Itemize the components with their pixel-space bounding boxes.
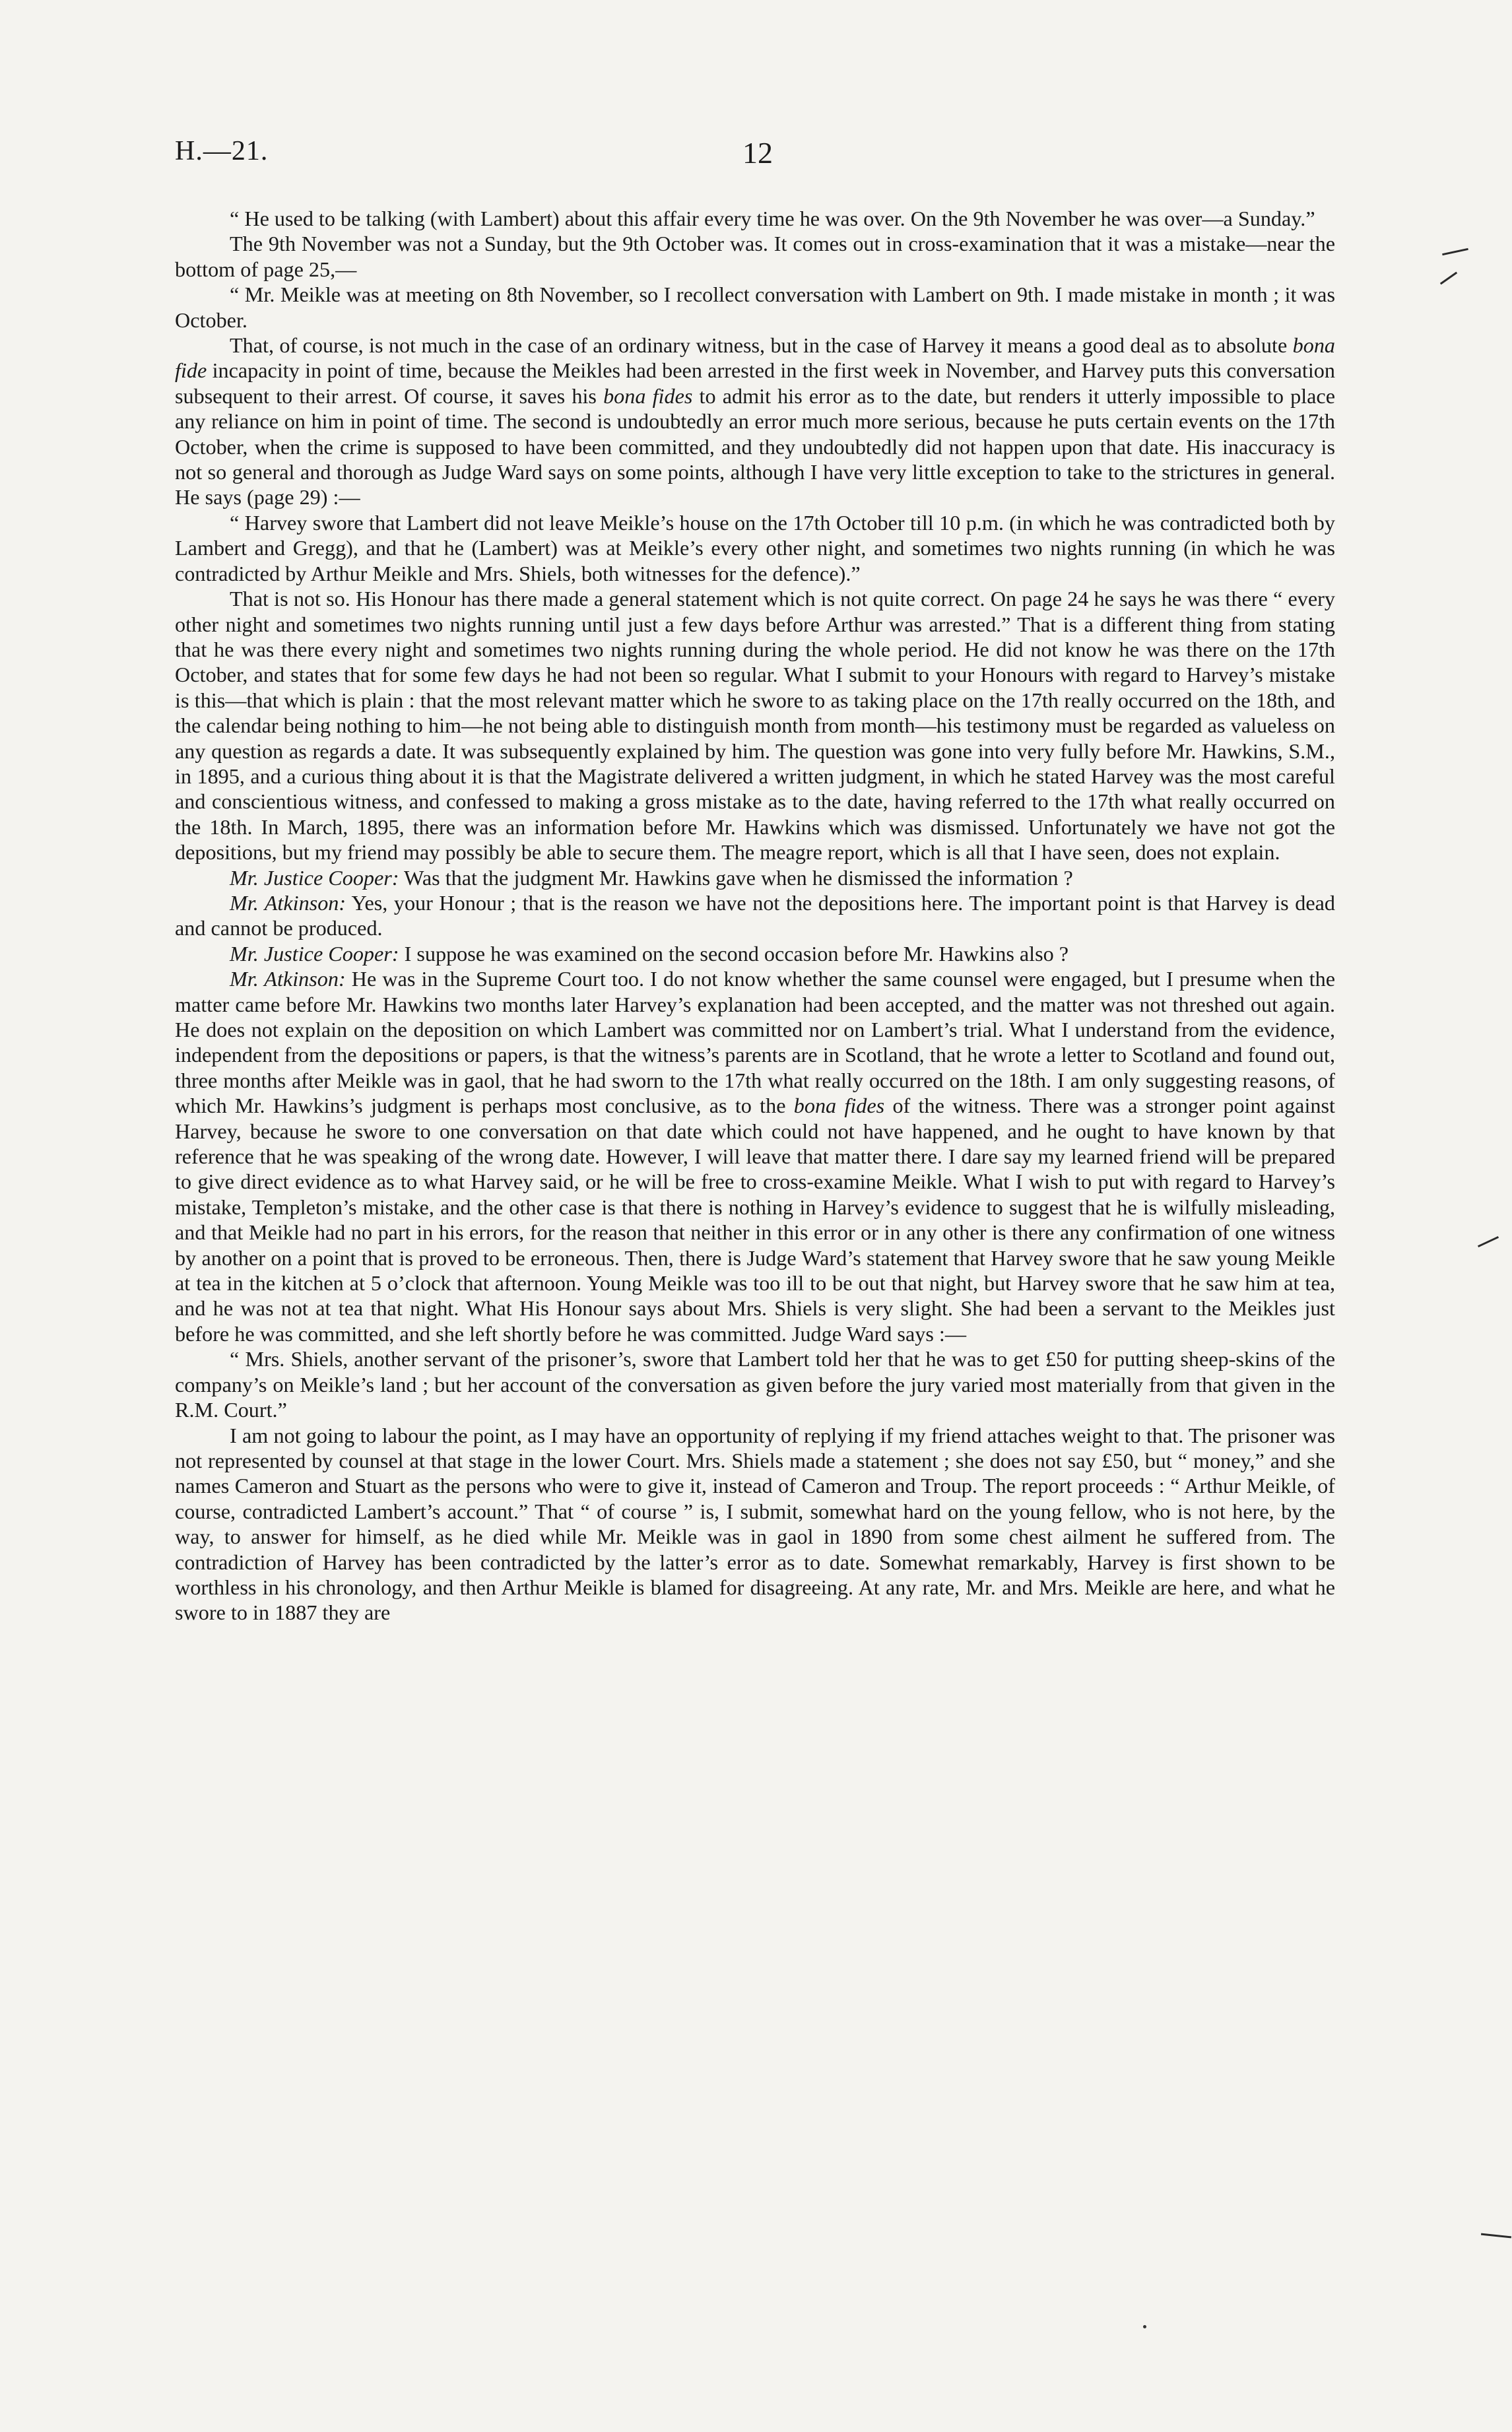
paragraph [175, 282, 1335, 333]
page-number: 12 [742, 136, 773, 170]
text-run: “ He used to be talking (with Lambert) about this affair every time he was over. On the 9th November he was over—a Sunday.” [230, 207, 1315, 230]
text-run: incapacity in point of time, because the Meikles had been arrested in the first week in November, and Harvey puts this conversation subsequent to their arrest. Of course, it saves his [175, 358, 1335, 408]
paragraph [175, 1346, 1335, 1422]
text-run: I suppose he was examined on the second occasion before Mr. Hawkins also ? [399, 941, 1069, 966]
paragraph [175, 206, 1335, 231]
text-run: “ Mrs. Shiels, another servant of the prisoner’s, swore that Lambert told her that he was to get £50 for putting sheep-skins of the company’s on Meikle’s land ; but her account of the conversation as given before the jury varied most materially from that given in the R.M. Court.” [175, 1347, 1335, 1422]
paragraph [175, 941, 1335, 966]
emphasis-text: Mr. Justice Cooper: [230, 941, 399, 966]
margin-mark [1478, 1236, 1499, 1247]
margin-mark [1440, 272, 1457, 285]
margin-mark [1442, 248, 1468, 255]
paragraph [175, 510, 1335, 586]
paragraph [175, 231, 1335, 282]
text-run: The 9th November was not a Sunday, but the 9th October was. It comes out in cross-examination that it was a mistake—near the bottom of page 25,— [175, 232, 1335, 281]
emphasis-text: Mr. Justice Cooper: [230, 865, 399, 890]
emphasis-text: bona fides [603, 383, 693, 408]
text-run: Was that the judgment Mr. Hawkins gave when he dismissed the information ? [399, 865, 1073, 890]
paragraph [175, 890, 1335, 941]
document-reference: H.—21. [175, 136, 269, 166]
emphasis-text: Mr. Atkinson: [230, 890, 346, 915]
text-run: That is not so. His Honour has there made a general statement which is not quite correct. On page 24 he says he was there “ every other night and sometimes two nights running until just a few days before Arthur was arrested.” That is a different thing from stating that he was there every night and sometimes two nights running during the whole period. He did not know he was there on the 17th October, and states that for some few days he had not been so regular. What I submit to your Honours with regard to Harvey’s mistake is this—that which is plain : that the most relevant matter which he swore to as taking place on the 17th really occurred on the 18th, and the calendar being nothing to him—he not being able to distinguish month from month—his testimony must be regarded as valueless on any question as regards a date. It was subsequently explained by him. The question was gone into very fully before Mr. Hawkins, S.M., in 1895, and a curious thing about it is that the Magistrate delivered a written judgment, in which he stated Harvey was the most careful and conscientious witness, and confessed to making a gross mistake as to the date, having referred to the 17th what really occurred on the 18th. In March, 1895, there was an information before Mr. Hawkins which was dismissed. Unfortunately we have not got the depositions, but my friend may possibly be able to secure them. The meagre report, which is all that I have seen, does not explain. [175, 587, 1335, 865]
text-run: That, of course, is not much in the case of an ordinary witness, but in the case of Harvey it means a good deal as to absolute [230, 333, 1293, 358]
text-run: of the witness. There was a stronger point against Harvey, because he swore to one conversation on that date which could not have happened, and he ought to have known by that reference that he was speaking of the wrong date. However, I will leave that matter there. I dare say my learned friend will be prepared to give direct evidence as to what Harvey said, or he will be free to cross-examine Meikle. What I wish to put with regard to Harvey’s mistake, Templeton’s mistake, and the other case is that there is nothing in Harvey’s evidence to suggest that he is wilfully misleading, and that Meikle had no part in his errors, for the reason that neither in this error or in any other is there any confirmation of one witness by another on a point that is proved to be erroneous. Then, there is Judge Ward’s statement that Harvey swore that he saw young Meikle at tea in the kitchen at 5 o’clock that afternoon. Young Meikle was too ill to be out that night, but Harvey swore that he saw him at tea, and he was not at tea that night. What His Honour says about Mrs. Shiels is very slight. She had been a servant to the Meikles just before he was committed, and she left shortly before he was committed. Judge Ward says :— [175, 1094, 1335, 1346]
margin-dot [1143, 2325, 1146, 2328]
paragraph [175, 966, 1335, 1346]
paragraph [175, 333, 1335, 510]
emphasis-text: bona fides [793, 1094, 885, 1118]
body-text [175, 206, 1335, 1626]
paragraph [175, 1423, 1335, 1626]
text-run: “ Mr. Meikle was at meeting on 8th November, so I recollect conversation with Lambert on 9th. I made mistake in month ; it was October. [175, 282, 1335, 332]
paragraph [175, 865, 1335, 890]
margin-mark [1481, 2233, 1511, 2239]
text-run: I am not going to labour the point, as I may have an opportunity of replying if my friend attaches weight to that. The prisoner was not represented by counsel at that stage in the lower Court. Mrs. Shiels made a statement ; she does not say £50, but “ money,” and she names Cameron and Stuart as the persons who were to give it, instead of Cameron and Troup. The report proceeds : “ Arthur Meikle, of course, contradicted Lambert’s account.” That “ of course ” is, I submit, somewhat hard on the young fellow, who is not here, by the way, to answer for himself, as he died while Mr. Meikle was in gaol in 1890 from some chest ailment he suffered from. The contradiction of Harvey has been contradicted by the latter’s error as to date. Somewhat remarkably, Harvey is first shown to be worthless in his chronology, and then Arthur Meikle is blamed for disagreeing. At any rate, Mr. and Mrs. Meikle are here, and what he swore to in 1887 they are [175, 1423, 1335, 1625]
text-run: “ Harvey swore that Lambert did not leave Meikle’s house on the 17th October till 10 p.m. (in which he was contradicted both by Lambert and Gregg), and that he (Lambert) was at Meikle’s every other night, and sometimes two nights running (in which he was contradicted by Arthur Meikle and Mrs. Shiels, both witnesses for the defence).” [175, 510, 1335, 585]
paragraph [175, 586, 1335, 865]
text-run: to admit his error as to the date, but renders it utterly impossible to place any reliance on him in point of time. The second is undoubtedly an error much more serious, because he puts certain events on the 17th October, when the crime is supposed to have been committed, and they undoubtedly did not happen upon that date. His inaccuracy is not so general and thorough as Judge Ward says on some points, although I have very little exception to take to the strictures in general. He says (page 29) :— [175, 383, 1335, 509]
text-run: Yes, your Honour ; that is the reason we have not the depositions here. The important point is that Harvey is dead and cannot be produced. [175, 890, 1335, 940]
page-header [175, 135, 1343, 188]
emphasis-text: Mr. Atkinson: [230, 967, 346, 991]
text-run: He was in the Supreme Court too. I do not know whether the same counsel were engaged, but I presume when the matter came before Mr. Hawkins two months later Harvey’s explanation had been accepted, and the matter was not threshed out again. He does not explain on the deposition on which Lambert was committed nor on Lambert’s trial. What I understand from the evidence, independent from the depositions or papers, is that the witness’s parents are in Scotland, that he wrote a letter to Scotland and found out, three months after Meikle was in gaol, that he had sworn to the 17th what really occurred on the 18th. I am only suggesting reasons, of which Mr. Hawkins’s judgment is perhaps most conclusive, as to the [175, 967, 1335, 1118]
emphasis-text: bona fide [175, 333, 1335, 383]
